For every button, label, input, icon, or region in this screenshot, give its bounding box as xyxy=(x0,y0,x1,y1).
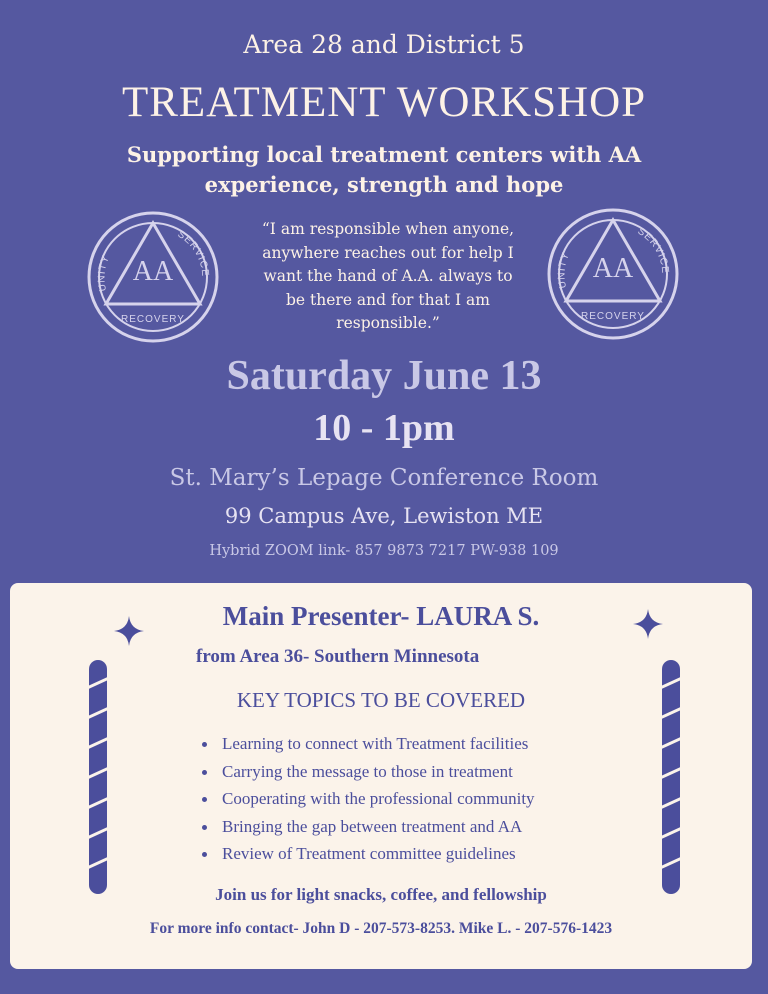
aa-logo-icon xyxy=(86,210,220,344)
presenter-origin: from Area 36- Southern Minnesota xyxy=(196,646,480,667)
logo-unity-text: UNITY xyxy=(96,253,113,293)
logo-service-text: SERVICE xyxy=(175,228,211,278)
logo-unity-text: UNITY xyxy=(556,250,573,290)
details-panel xyxy=(10,583,752,969)
quote-line: be there and for that I am xyxy=(286,290,490,309)
fellowship-note: Join us for light snacks, coffee, and fellowship xyxy=(215,885,547,904)
event-venue: St. Mary’s Lepage Conference Room xyxy=(169,465,599,491)
main-presenter: Main Presenter- LAURA S. xyxy=(222,601,540,631)
contact-info: For more info contact- John D - 207-573-8253. Mike L. - 207-576-1423 xyxy=(149,920,613,937)
list-item: Cooperating with the professional community xyxy=(202,785,535,813)
logo-recovery-text: RECOVERY xyxy=(581,311,645,322)
quote-line: anywhere reaches out for help I xyxy=(262,243,514,262)
list-item: Bringing the gap between treatment and AA xyxy=(202,813,535,841)
logo-center-text: AA xyxy=(592,253,634,284)
zoom-link-info: Hybrid ZOOM link- 857 9873 7217 PW-938 109 xyxy=(209,543,559,559)
event-time: 10 - 1pm xyxy=(313,407,455,449)
subtitle-line-1: Supporting local treatment centers with AA xyxy=(126,142,642,167)
subtitle xyxy=(0,140,768,200)
page-title: TREATMENT WORKSHOP xyxy=(121,79,647,126)
area-district-heading: Area 28 and District 5 xyxy=(243,30,525,59)
list-item: Review of Treatment committee guidelines xyxy=(202,840,535,868)
quote-block xyxy=(238,218,538,336)
topics-list xyxy=(202,730,535,868)
aa-logo-icon xyxy=(546,207,680,341)
logo-center-text: AA xyxy=(132,256,174,287)
list-item: Learning to connect with Treatment facilities xyxy=(202,730,535,758)
quote-line: “I am responsible when anyone, xyxy=(261,220,515,238)
logo-service-text: SERVICE xyxy=(635,225,671,275)
list-item: Carrying the message to those in treatment xyxy=(202,758,535,786)
event-date: Saturday June 13 xyxy=(226,353,542,399)
quote-line: responsible.” xyxy=(336,314,440,332)
svg-text:UNITY xyxy=(556,250,572,289)
topics-heading: KEY TOPICS TO BE COVERED xyxy=(236,688,526,712)
svg-text:UNITY xyxy=(96,253,112,292)
quote-line: want the hand of A.A. always to xyxy=(263,267,513,285)
logo-recovery-text: RECOVERY xyxy=(121,314,185,325)
subtitle-line-2: experience, strength and hope xyxy=(204,172,564,197)
event-address: 99 Campus Ave, Lewiston ME xyxy=(224,504,544,528)
